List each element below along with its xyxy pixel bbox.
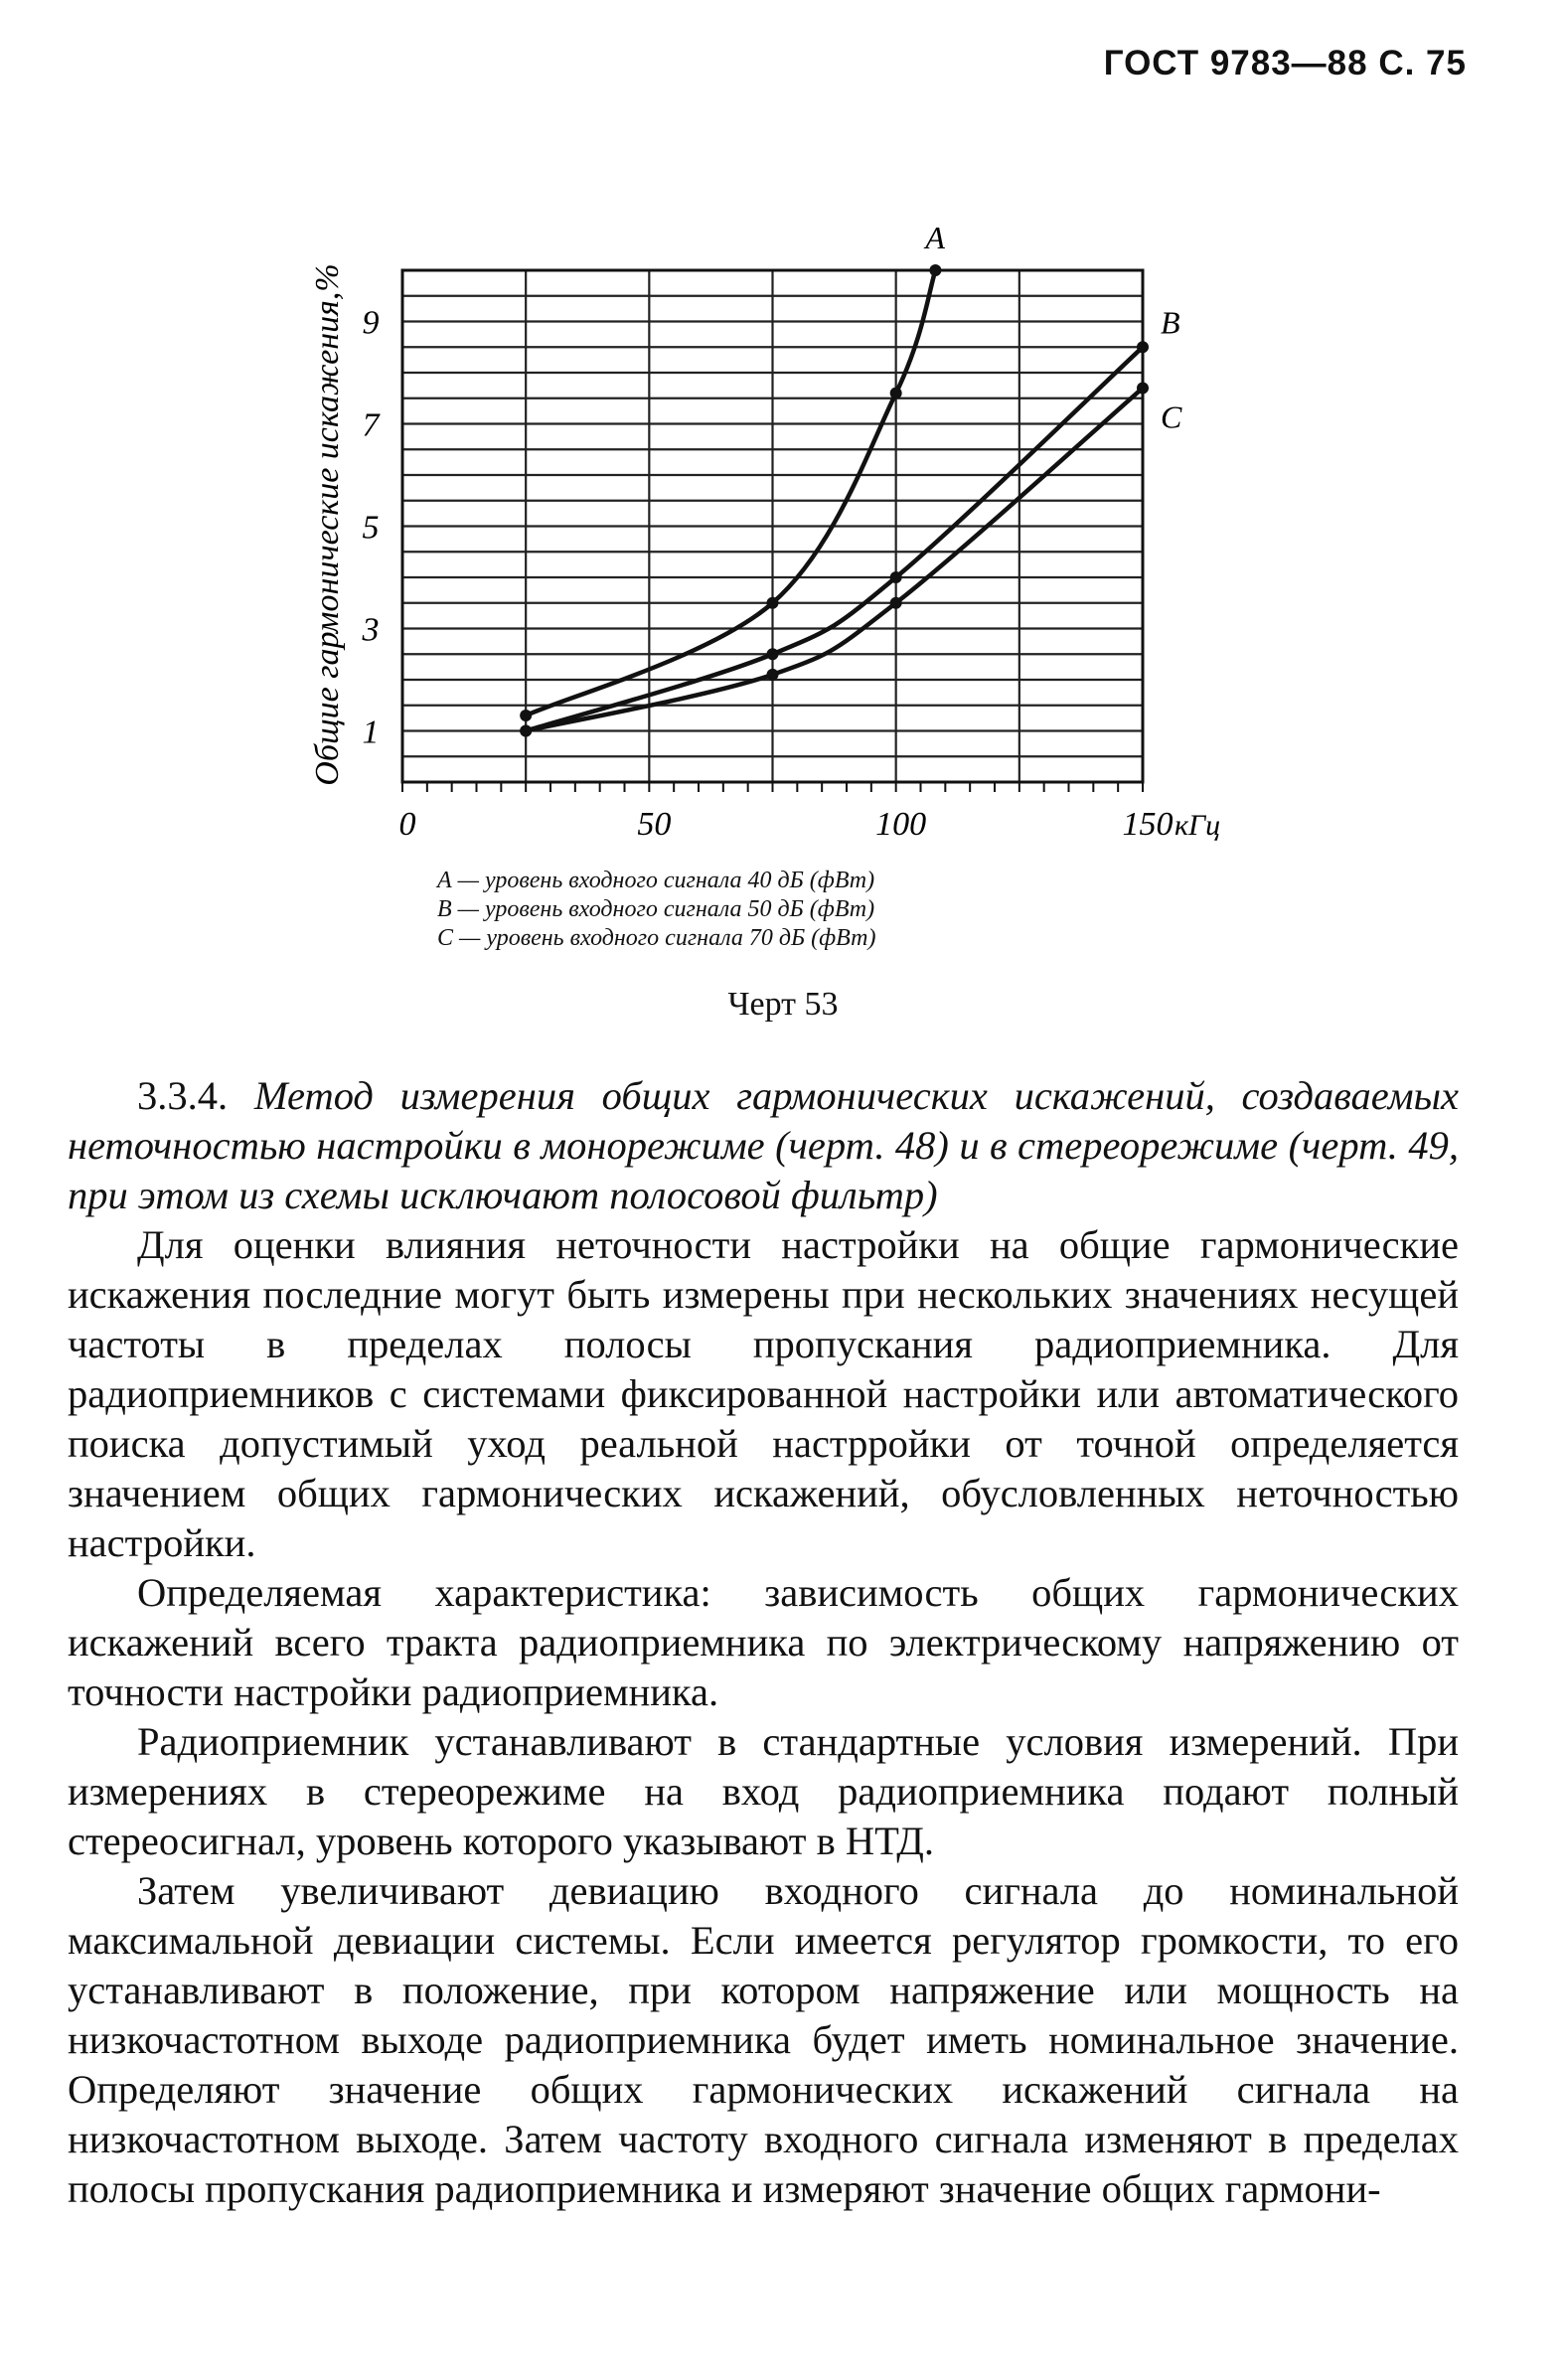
legend-item: А — уровень входного сигнала 40 дБ (фВт) [437,868,875,893]
y-axis-label: Общие гармонические искажения,% [309,263,346,786]
data-point [890,388,902,399]
chart-ticks [362,305,1174,844]
series-line-A [526,270,935,715]
data-point [890,571,902,583]
data-point [520,710,532,721]
chart-grid [402,270,1143,782]
y-tick-label: 7 [362,406,380,444]
body-text [68,1071,1459,2214]
data-point [767,597,779,609]
y-tick-label: 5 [362,509,380,547]
data-point [520,725,532,737]
paragraph: Определяемая характеристика: зависимость общих гармонических искажений всего тракта радиоприемника по электрическому напряжению от точности настройки радиоприемника. [68,1570,1459,1714]
section-heading: 3.3.4. Метод измерения общих гармонических искажений, создаваемых неточностью настройки в монорежиме (черт. 48) и в стереорежиме (черт. 49, при этом из схемы исключают полосовой фильтр) [68,1073,1460,1217]
distortion-chart [0,0,1566,874]
x-tick-label: 150 [1122,806,1174,843]
data-point [1137,382,1149,394]
data-point [767,648,779,660]
x-axis-unit-label: кГц [1174,809,1221,842]
x-tick-label: 0 [398,806,416,843]
x-tick-label: 50 [637,806,672,843]
paragraph: Для оценки влияния неточности настройки на общие гармонические искажения последние могут быть измерены при нескольких значениях несущей частоты в пределах полосы пропускания радиоприемника. Для радиоприемников с системами фиксированной настройки или автоматического поиска допустимый уход реальной настрройки от точной определяется значением общих гармонических искажений, обусловленных неточностью настройки. [68,1222,1459,1565]
legend-item: В — уровень входного сигнала 50 дБ (фВт) [437,896,875,922]
x-tick-label: 100 [875,806,927,843]
legend-item: С — уровень входного сигнала 70 дБ (фВт) [437,925,876,951]
series-label: A [925,220,945,255]
y-tick-label: 1 [362,714,380,751]
chart-series [520,220,1182,737]
y-tick-label: 3 [362,611,380,649]
series-label: C [1161,398,1182,435]
data-point [890,597,902,609]
series-label: B [1161,304,1180,341]
paragraph: Радиоприемник устанавливают в стандартные условия измерений. При измерениях в стереорежиме на вход радиоприемника подают полный стереосигнал, уровень которого указывают в НТД. [68,1719,1459,1863]
data-point [1137,341,1149,353]
y-tick-label: 9 [362,304,380,342]
paragraph: Затем увеличивают девиацию входного сигнала до номинальной максимальной девиации системы. Если имеется регулятор громкости, то его устанавливают в положение, при котором напряжение или мощность на низкочастотном выходе радиоприемника будет иметь номинальное значение. Определяют значение общих гармонических искажений сигнала на низкочастотном выходе. Затем частоту входного сигнала изменяют в пределах полосы пропускания радиоприемника и измеряют значение общих гармони- [68,1868,1459,2211]
chart-legend [437,867,1153,953]
data-point [929,264,941,276]
figure-caption: Черт 53 [727,986,839,1023]
series-line-B [526,347,1143,730]
data-point [767,669,779,681]
page-header: ГОСТ 9783—88 С. 75 [1103,44,1467,82]
